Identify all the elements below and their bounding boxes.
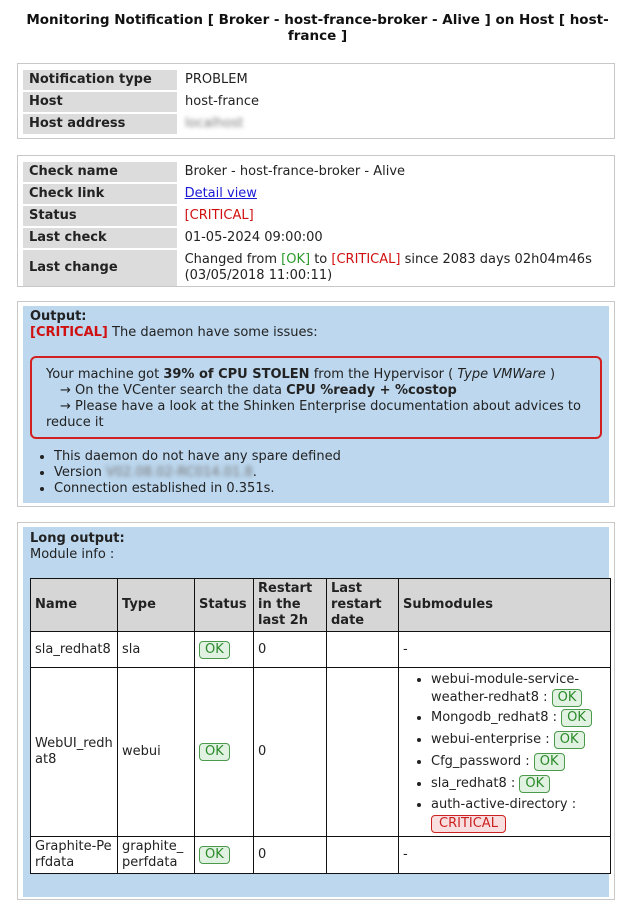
module-submodules bbox=[399, 668, 611, 837]
host-address-redacted: localhost bbox=[185, 116, 244, 131]
alert-line-1 bbox=[46, 367, 588, 383]
last-change-from-status: [OK] bbox=[281, 252, 311, 267]
submodule-item bbox=[431, 795, 606, 833]
submodule-item bbox=[431, 729, 606, 751]
host-info-panel bbox=[17, 63, 615, 139]
module-last-restart bbox=[327, 632, 399, 668]
status-badge: OK bbox=[561, 709, 592, 727]
check-info-table bbox=[21, 160, 611, 288]
host-label: Host bbox=[23, 92, 177, 112]
submodule-name: sla_redhat8 : bbox=[431, 776, 516, 791]
last-check-value: 01-05-2024 09:00:00 bbox=[184, 230, 323, 245]
last-change-value bbox=[179, 250, 609, 286]
row-host bbox=[23, 92, 265, 112]
table-row bbox=[31, 668, 611, 837]
row-check-name bbox=[23, 162, 609, 182]
host-address-value bbox=[179, 114, 265, 134]
bullet-version bbox=[54, 465, 602, 481]
bullet-connection: • Connection established in 0.351s. bbox=[54, 481, 602, 497]
module-type: webui bbox=[118, 668, 195, 837]
module-name: Graphite-Perfdata bbox=[31, 837, 118, 874]
alert-text-a: Your machine got bbox=[46, 367, 160, 382]
output-label: Output: bbox=[30, 309, 87, 324]
last-change-suffix: since 2083 days 02h04m46s (03/05/2018 11:00:11) bbox=[184, 252, 592, 283]
col-restart: Restart in the last 2h bbox=[254, 579, 327, 632]
submodule-name: Cfg_password : bbox=[431, 754, 530, 769]
output-message: The daemon have some issues: bbox=[112, 325, 318, 340]
last-change-to-word: to bbox=[314, 252, 328, 267]
submodule-list bbox=[403, 671, 606, 833]
output-status: [CRITICAL] bbox=[30, 325, 108, 340]
module-submodules: - bbox=[399, 837, 611, 874]
col-last-restart: Last restart date bbox=[327, 579, 399, 632]
notification-type-label: Notification type bbox=[23, 70, 177, 90]
table-row bbox=[31, 837, 611, 874]
row-last-check bbox=[23, 228, 609, 248]
row-notification-type bbox=[23, 70, 265, 90]
submodule-name: webui-module-service-weather-redhat8 : bbox=[431, 672, 580, 705]
last-change-prefix: Changed from bbox=[184, 252, 277, 267]
status-badge: OK bbox=[554, 731, 585, 749]
module-last-restart bbox=[327, 668, 399, 837]
module-status bbox=[195, 632, 254, 668]
module-table-header bbox=[31, 579, 611, 632]
bullet-spare: • This daemon do not have any spare defined bbox=[54, 449, 602, 465]
table-row bbox=[31, 632, 611, 668]
module-name: sla_redhat8 bbox=[31, 632, 118, 668]
module-status bbox=[195, 837, 254, 874]
submodule-item bbox=[431, 707, 606, 729]
submodule-name: webui-enterprise : bbox=[431, 732, 550, 747]
host-value: host-france bbox=[185, 94, 260, 109]
long-output-box bbox=[23, 527, 609, 897]
status-badge: OK bbox=[199, 641, 230, 659]
check-name-label: Check name bbox=[23, 162, 177, 182]
submodule-name: Mongodb_redhat8 : bbox=[431, 710, 558, 725]
module-name: WebUI_redhat8 bbox=[31, 668, 118, 837]
module-status bbox=[195, 668, 254, 837]
check-link-label: Check link bbox=[23, 184, 177, 204]
module-type: sla bbox=[118, 632, 195, 668]
alert-hypervisor-type: Type VMWare bbox=[457, 367, 546, 382]
module-last-restart bbox=[327, 837, 399, 874]
module-restart: 0 bbox=[254, 632, 327, 668]
version-suffix: . bbox=[252, 465, 257, 480]
row-status bbox=[23, 206, 609, 226]
col-submodules: Submodules bbox=[399, 579, 611, 632]
page-title: Monitoring Notification [ Broker - host-france-broker - Alive ] on Host [ host-france ] bbox=[26, 12, 609, 44]
submodule-item bbox=[431, 671, 606, 707]
long-output-label: Long output: bbox=[30, 531, 125, 546]
check-info-panel bbox=[17, 155, 615, 287]
status-badge: OK bbox=[199, 743, 230, 761]
alert-cpu-metric: CPU %ready + %costop bbox=[286, 383, 457, 398]
last-change-label: Last change bbox=[23, 250, 177, 286]
notification-type-value: PROBLEM bbox=[185, 72, 248, 87]
version-value: V02.08.02-RC014.01.8 bbox=[105, 465, 253, 480]
module-table bbox=[30, 578, 611, 874]
status-badge: OK bbox=[199, 846, 230, 864]
status-badge: CRITICAL bbox=[431, 815, 506, 833]
last-change-to-status: [CRITICAL] bbox=[331, 252, 401, 267]
alert-cpu-stolen: 39% of CPU STOLEN bbox=[163, 367, 310, 382]
check-name-value: Broker - host-france-broker - Alive bbox=[184, 164, 406, 179]
module-info-label: Module info : bbox=[30, 547, 115, 562]
version-label: Version bbox=[54, 465, 102, 480]
module-restart: 0 bbox=[254, 668, 327, 837]
col-name: Name bbox=[31, 579, 118, 632]
status-value: [CRITICAL] bbox=[184, 208, 254, 223]
status-label: Status bbox=[23, 206, 177, 226]
row-host-address bbox=[23, 114, 265, 134]
submodule-item bbox=[431, 773, 606, 795]
submodule-name: auth-active-directory : bbox=[431, 797, 577, 812]
alert-line-2 bbox=[46, 383, 588, 399]
detail-view-link[interactable]: Detail view bbox=[184, 186, 257, 201]
host-info-table bbox=[21, 68, 267, 136]
alert-line-3: → Please have a look at the Shinken Enterprise documentation about advices to reduce it bbox=[46, 399, 581, 430]
col-type: Type bbox=[118, 579, 195, 632]
last-check-label: Last check bbox=[23, 228, 177, 248]
output-message-line bbox=[30, 325, 602, 341]
output-box bbox=[23, 306, 609, 503]
status-badge: OK bbox=[519, 775, 550, 793]
output-panel bbox=[17, 301, 615, 507]
status-badge: OK bbox=[552, 689, 583, 707]
status-badge: OK bbox=[534, 753, 565, 771]
module-submodules: - bbox=[399, 632, 611, 668]
module-type: graphite_perfdata bbox=[118, 837, 195, 874]
row-check-link bbox=[23, 184, 609, 204]
col-status: Status bbox=[195, 579, 254, 632]
host-address-label: Host address bbox=[23, 114, 177, 134]
alert-text-e: ) bbox=[549, 367, 556, 382]
long-output-panel bbox=[17, 522, 615, 900]
alert-text-c: from the Hypervisor ( bbox=[313, 367, 454, 382]
submodule-item bbox=[431, 751, 606, 773]
check-link-cell bbox=[179, 184, 609, 204]
cpu-stolen-alert bbox=[30, 356, 602, 439]
alert-vcenter-text: → On the VCenter search the data bbox=[60, 383, 282, 398]
output-bullets bbox=[30, 449, 602, 497]
module-restart: 0 bbox=[254, 837, 327, 874]
row-last-change bbox=[23, 250, 609, 286]
